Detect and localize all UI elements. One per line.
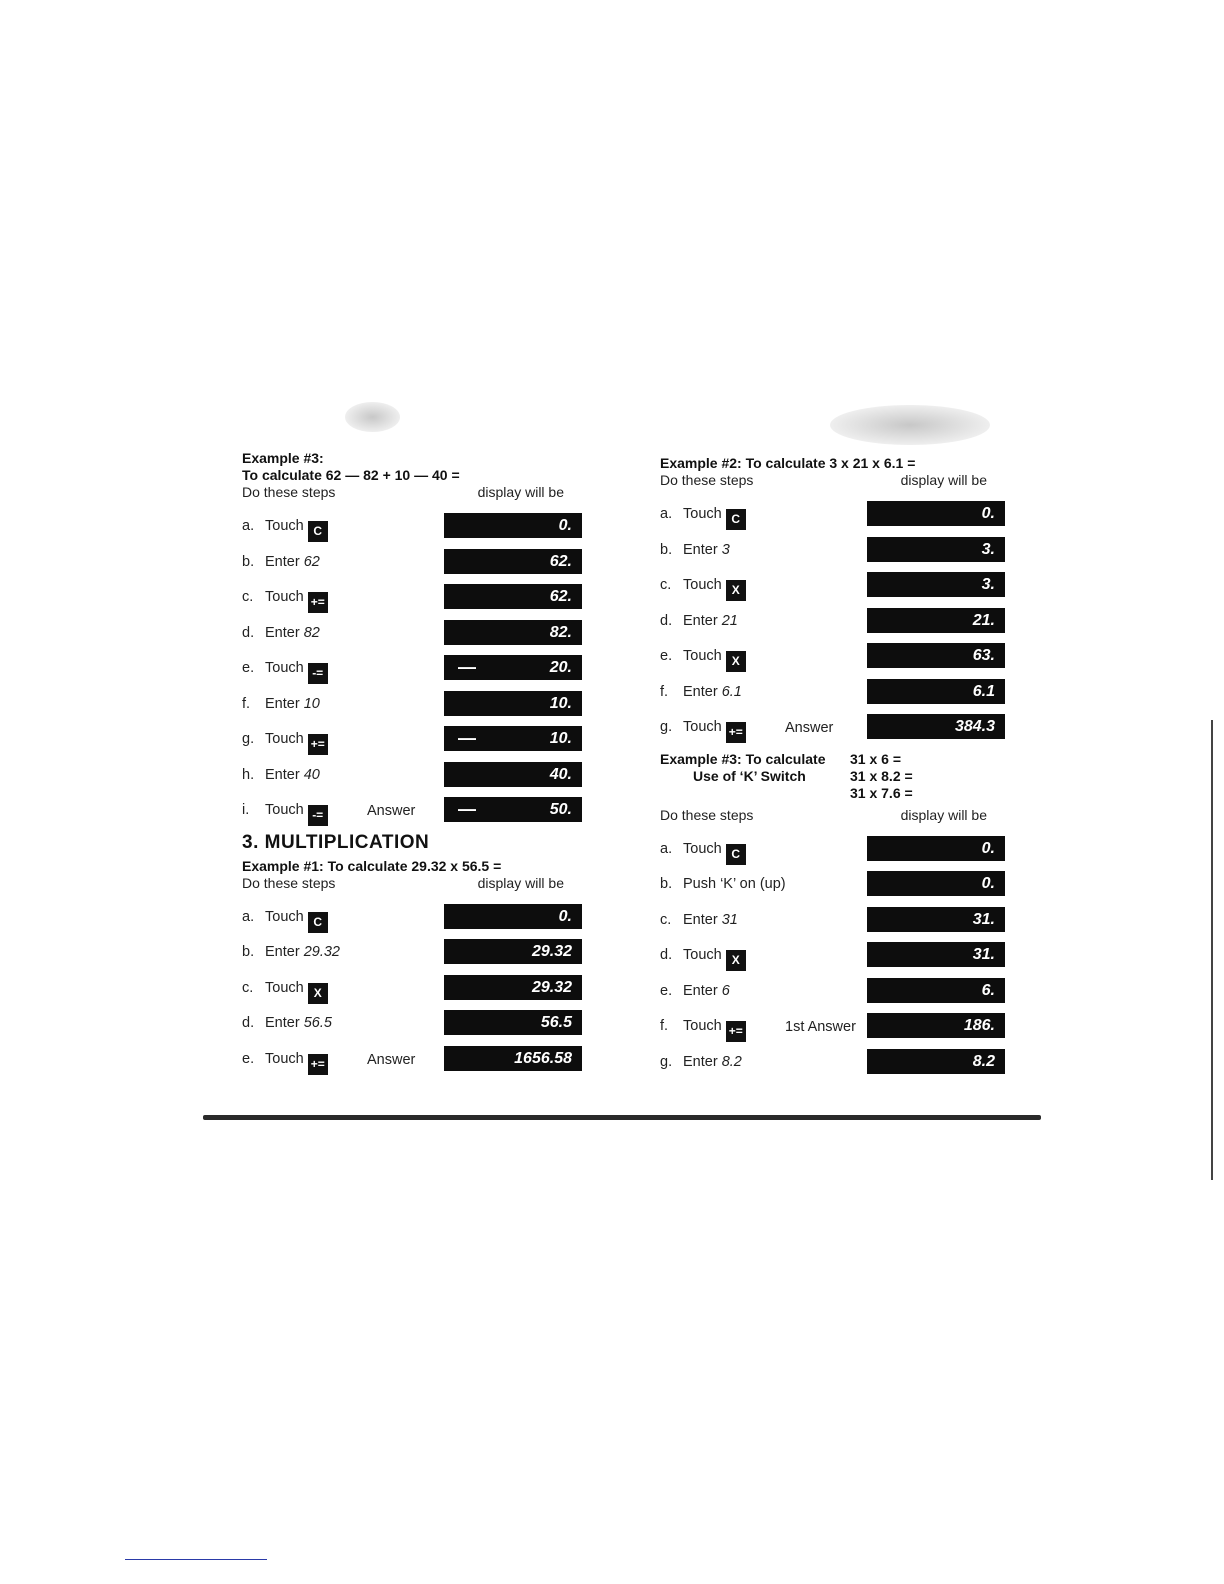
step-letter: g. <box>660 1053 673 1070</box>
section-title: 3. MULTIPLICATION <box>242 831 430 853</box>
left-column <box>242 450 582 1078</box>
step-entered-value: 6 <box>721 982 730 999</box>
step-letter: g. <box>660 719 673 735</box>
step-letter: e. <box>242 660 255 676</box>
steps-header-right: display will be <box>900 806 987 823</box>
step-verb: Enter <box>683 612 718 629</box>
calculation-2: 31 x 8.2 = <box>850 767 913 784</box>
calculator-display <box>444 939 582 964</box>
step-letter: d. <box>660 947 673 963</box>
step-row <box>660 939 1005 975</box>
step-letter: f. <box>242 695 251 712</box>
step-verb: Touch <box>265 660 304 676</box>
step-verb: Enter <box>683 541 718 558</box>
calculation-1: 31 x 6 = <box>850 750 901 767</box>
display-value: 31. <box>972 946 995 963</box>
calculator-display <box>444 549 582 574</box>
calculator-key-icon: X <box>726 651 746 672</box>
step-verb: Enter <box>265 1015 300 1031</box>
display-value: 31. <box>972 910 995 928</box>
step-row <box>242 759 582 795</box>
step-row <box>242 1007 582 1043</box>
display-value: 40. <box>549 765 572 783</box>
display-value: 62. <box>549 588 572 605</box>
step-verb: Touch <box>265 589 304 605</box>
calculator-display <box>444 691 582 716</box>
step-row <box>660 1046 1005 1082</box>
k-switch-example-header <box>660 751 1005 807</box>
step-action <box>683 613 738 629</box>
step-row <box>660 975 1005 1011</box>
example-title: Example #3: <box>242 450 324 466</box>
calculator-display <box>867 978 1005 1003</box>
display-value: 6.1 <box>972 682 995 700</box>
step-action <box>265 767 320 783</box>
step-action <box>683 841 746 865</box>
steps-header <box>242 484 582 502</box>
steps-header <box>660 472 1005 490</box>
step-row <box>660 868 1005 904</box>
step-row <box>660 569 1005 605</box>
step-row <box>242 794 582 830</box>
step-entered-value: 40 <box>303 766 320 783</box>
step-letter: e. <box>660 648 673 664</box>
step-letter: c. <box>660 911 672 928</box>
display-value: 0. <box>981 875 995 892</box>
step-row <box>660 1010 1005 1046</box>
display-value: 186. <box>963 1017 995 1034</box>
step-letter: c. <box>660 577 672 593</box>
step-action <box>683 506 746 530</box>
step-letter: f. <box>660 1018 669 1034</box>
step-row <box>660 498 1005 534</box>
display-minus-sign: — <box>458 657 476 677</box>
step-note: Answer <box>367 803 416 819</box>
calculator-display <box>867 1049 1005 1074</box>
step-row <box>242 510 582 546</box>
example-title: Example #2: To calculate 3 x 21 x 6.1 = <box>660 455 916 471</box>
calculator-display <box>867 836 1005 861</box>
calculator-display <box>444 975 582 1000</box>
print-smudge <box>345 402 400 432</box>
step-note: 1st Answer <box>785 1019 856 1035</box>
display-value: 8.2 <box>972 1052 995 1070</box>
step-letter: h. <box>242 766 255 783</box>
step-row <box>660 534 1005 570</box>
step-letter: c. <box>242 979 254 996</box>
calculator-display <box>867 501 1005 526</box>
step-action <box>683 1018 746 1042</box>
calculation-3: 31 x 7.6 = <box>850 784 913 801</box>
calculator-display <box>867 1013 1005 1038</box>
display-value: 0. <box>981 839 995 857</box>
display-value: 29.32 <box>531 978 572 996</box>
calculator-display <box>444 797 582 822</box>
calculator-display <box>867 572 1005 597</box>
display-value: 63. <box>972 647 995 664</box>
steps-list <box>242 510 582 830</box>
step-letter: d. <box>242 624 255 641</box>
calculator-display <box>444 726 582 751</box>
display-value: 10. <box>549 694 572 712</box>
step-entered-value: 3 <box>721 541 730 558</box>
step-verb: Touch <box>265 1050 304 1067</box>
step-letter: c. <box>242 589 254 605</box>
step-letter: e. <box>242 1050 255 1067</box>
display-value: 0. <box>558 907 572 925</box>
example-title: Example #1: To calculate 29.32 x 56.5 = <box>242 857 502 874</box>
example-title: Example #3: To calculate <box>660 750 826 767</box>
step-entered-value: 10 <box>303 695 320 712</box>
calculator-display <box>867 871 1005 896</box>
step-verb: Enter <box>265 944 300 960</box>
steps-header-left: Do these steps <box>660 472 754 488</box>
example-subtitle: Use of ‘K’ Switch <box>693 767 806 784</box>
step-action <box>683 983 730 999</box>
display-value: 3. <box>981 540 995 558</box>
step-row <box>242 581 582 617</box>
step-verb: Enter <box>683 1053 718 1070</box>
display-value: 3. <box>981 576 995 593</box>
step-verb: Enter <box>265 553 300 570</box>
step-action <box>265 696 320 712</box>
calculator-display <box>867 942 1005 967</box>
calculator-display <box>867 643 1005 668</box>
calculator-key-icon: X <box>726 580 746 601</box>
display-value: 10. <box>549 730 572 747</box>
step-verb: Touch <box>265 802 304 818</box>
step-action <box>265 625 320 641</box>
step-verb: Touch <box>683 577 722 593</box>
step-action <box>265 589 328 613</box>
step-letter: b. <box>242 553 255 570</box>
display-minus-sign: — <box>458 799 476 819</box>
step-letter: b. <box>660 541 673 558</box>
step-letter: f. <box>660 683 669 700</box>
step-action <box>265 731 328 755</box>
right-column <box>660 455 1005 1081</box>
step-entered-value: 82 <box>303 624 320 641</box>
step-verb: Enter <box>265 695 300 712</box>
step-action <box>683 684 742 700</box>
step-note: Answer <box>367 1051 416 1068</box>
step-entered-value: 8.2 <box>721 1053 742 1070</box>
calculator-key-icon: += <box>726 1021 746 1042</box>
calculator-display <box>444 655 582 680</box>
step-action <box>683 1054 742 1070</box>
calculator-key-icon: += <box>726 722 746 743</box>
step-letter: g. <box>242 731 255 747</box>
step-row <box>242 688 582 724</box>
steps-header-left: Do these steps <box>242 484 336 500</box>
step-row <box>242 546 582 582</box>
step-action <box>683 912 738 928</box>
step-row <box>660 904 1005 940</box>
step-action <box>265 1015 332 1031</box>
display-value: 20. <box>549 659 572 676</box>
step-row <box>242 652 582 688</box>
step-entered-value: 62 <box>303 553 320 570</box>
step-verb: Touch <box>683 506 722 522</box>
calculator-key-icon: X <box>308 983 328 1004</box>
step-verb: Touch <box>265 979 304 996</box>
calculator-display <box>444 762 582 787</box>
steps-list <box>242 901 582 1079</box>
calculator-key-icon: C <box>726 509 746 530</box>
steps-header-left: Do these steps <box>660 806 754 823</box>
calculator-display <box>444 584 582 609</box>
calculator-display <box>444 904 582 929</box>
step-action <box>265 980 328 1004</box>
step-verb: Enter <box>683 683 718 700</box>
calculator-display <box>444 1046 582 1071</box>
step-entered-value: 6.1 <box>721 683 742 700</box>
step-verb: Enter <box>683 911 718 928</box>
steps-header <box>660 807 1005 825</box>
step-row <box>242 901 582 937</box>
calculator-key-icon: -= <box>308 663 328 684</box>
step-row <box>242 1043 582 1079</box>
display-value: 384.3 <box>954 718 995 735</box>
step-letter: a. <box>242 908 255 925</box>
calculator-key-icon: C <box>308 912 328 933</box>
steps-header-left: Do these steps <box>242 874 336 891</box>
step-action <box>265 554 320 570</box>
steps-list <box>660 833 1005 1082</box>
step-verb: Push ‘K’ on (up) <box>683 876 786 892</box>
step-note: Answer <box>785 720 834 736</box>
display-value: 1656.58 <box>514 1049 572 1067</box>
step-action <box>683 876 786 892</box>
step-row <box>660 676 1005 712</box>
calculator-key-icon: += <box>308 592 328 613</box>
display-value: 50. <box>549 801 572 818</box>
step-action <box>265 909 328 933</box>
display-value: 62. <box>549 552 572 570</box>
calculator-key-icon: += <box>308 1054 328 1075</box>
calculator-key-icon: += <box>308 734 328 755</box>
step-letter: i. <box>242 802 250 818</box>
calculator-display <box>867 537 1005 562</box>
step-row <box>242 972 582 1008</box>
step-verb: Touch <box>265 908 304 925</box>
calculator-display <box>867 714 1005 739</box>
step-action <box>265 944 340 960</box>
step-entered-value: 31 <box>721 911 738 928</box>
step-row <box>242 723 582 759</box>
step-verb: Enter <box>265 624 300 641</box>
step-verb: Enter <box>265 766 300 783</box>
steps-list <box>660 498 1005 747</box>
display-value: 0. <box>558 517 572 534</box>
calculator-key-icon: X <box>726 950 746 971</box>
step-letter: a. <box>660 840 673 857</box>
step-action <box>265 518 328 542</box>
step-letter: b. <box>660 876 673 892</box>
step-letter: e. <box>660 982 673 999</box>
calculator-display <box>444 620 582 645</box>
step-letter: d. <box>242 1015 255 1031</box>
step-action <box>683 648 746 672</box>
step-verb: Touch <box>683 947 722 963</box>
step-verb: Touch <box>683 840 722 857</box>
display-value: 21. <box>972 611 995 629</box>
display-value: 6. <box>981 981 995 999</box>
step-entered-value: 21 <box>721 612 738 629</box>
display-minus-sign: — <box>458 728 476 748</box>
step-action <box>683 947 746 971</box>
calculator-display <box>444 513 582 538</box>
step-letter: b. <box>242 944 255 960</box>
page-bottom-rule <box>203 1115 1041 1120</box>
step-verb: Touch <box>683 1018 722 1034</box>
step-action <box>683 719 746 743</box>
display-value: 29.32 <box>531 943 572 960</box>
display-value: 0. <box>981 505 995 522</box>
step-row <box>660 605 1005 641</box>
step-verb: Enter <box>683 982 718 999</box>
calculator-display <box>867 608 1005 633</box>
step-action <box>265 660 328 684</box>
step-row <box>660 640 1005 676</box>
step-letter: d. <box>660 612 673 629</box>
step-verb: Touch <box>265 518 304 534</box>
display-value: 56.5 <box>540 1014 572 1031</box>
display-value: 82. <box>549 623 572 641</box>
step-verb: Touch <box>683 719 722 735</box>
calculator-display <box>867 679 1005 704</box>
example-subtitle: To calculate 62 — 82 + 10 — 40 = <box>242 467 460 483</box>
step-action <box>683 542 730 558</box>
page-edge-line <box>1211 720 1213 1180</box>
step-row <box>660 711 1005 747</box>
steps-header-right: display will be <box>477 484 564 500</box>
steps-header <box>242 875 582 893</box>
step-entered-value: 29.32 <box>303 944 340 960</box>
step-verb: Touch <box>265 731 304 747</box>
calculator-key-icon: C <box>726 844 746 865</box>
step-action <box>265 802 328 826</box>
calculator-key-icon: -= <box>308 805 328 826</box>
step-row <box>660 833 1005 869</box>
step-letter: a. <box>660 506 673 522</box>
step-verb: Touch <box>683 648 722 664</box>
step-entered-value: 56.5 <box>303 1015 332 1031</box>
steps-header-right: display will be <box>900 472 987 488</box>
step-row <box>242 936 582 972</box>
calculator-key-icon: C <box>308 521 328 542</box>
calculator-display <box>444 1010 582 1035</box>
step-action <box>265 1051 328 1075</box>
footnote-rule <box>125 1559 267 1560</box>
step-row <box>242 617 582 653</box>
print-smudge <box>830 405 990 445</box>
step-action <box>683 577 746 601</box>
calculator-display <box>867 907 1005 932</box>
steps-header-right: display will be <box>477 874 564 891</box>
step-letter: a. <box>242 518 255 534</box>
